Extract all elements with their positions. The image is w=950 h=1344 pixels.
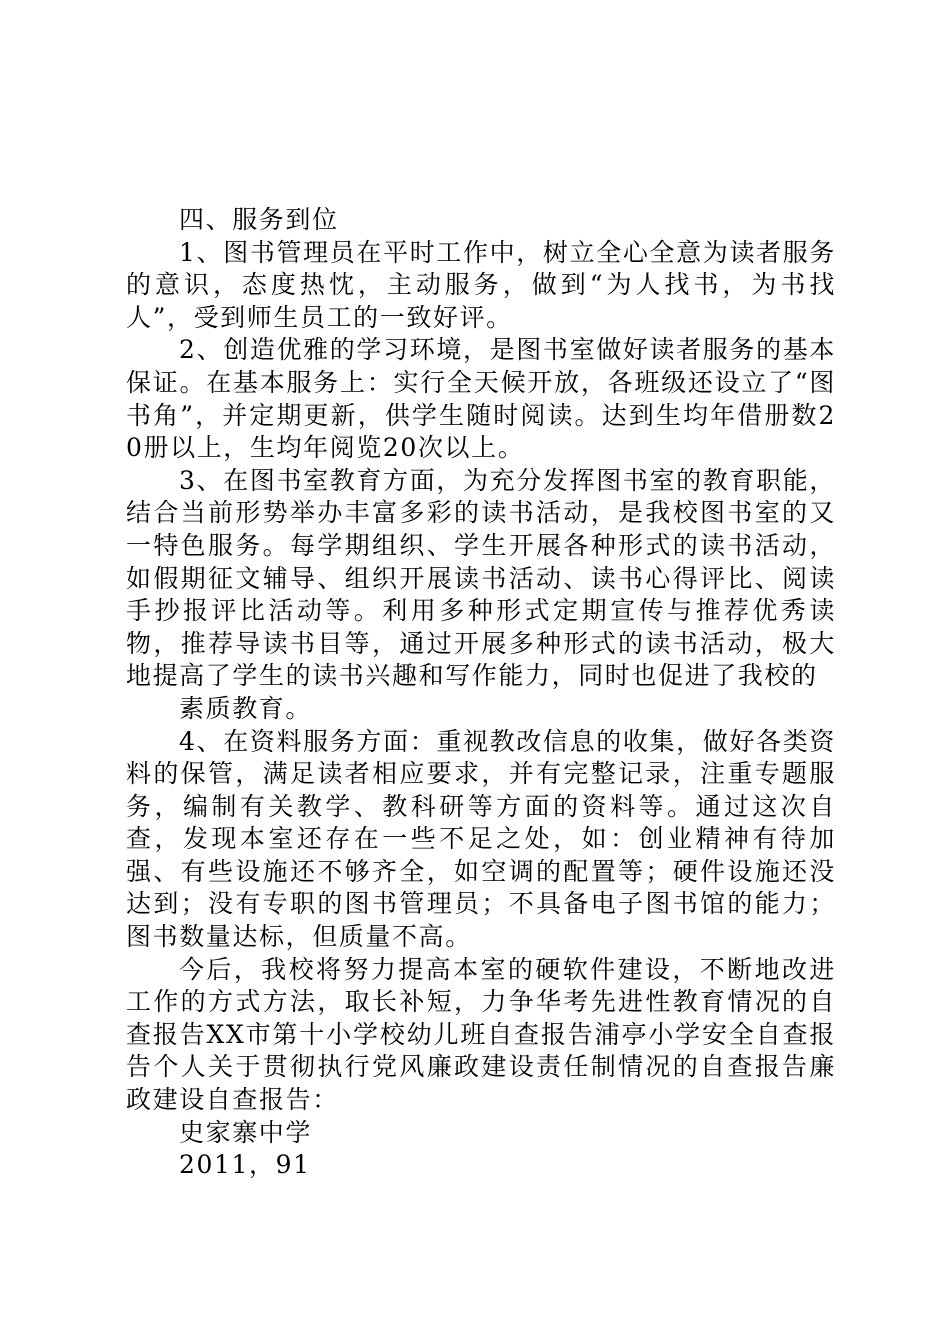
paragraph-1: 1、图书管理员在平时工作中，树立全心全意为读者服务的意识，态度热忱，主动服务，做到“为人找书，为书找人”，受到师生员工的一致好评。 (126, 237, 836, 332)
signature-date: 2011，91 (179, 1150, 311, 1180)
paragraph-3-continuation: 素质教育。 (179, 693, 313, 723)
paragraph-2: 2、创造优雅的学习环境，是图书室做好读者服务的基本保证。在基本服务上：实行全天候开放，各班级还设立了“图书角”，并定期更新，供学生随时阅读。达到生均年借册数20册以上，生均年阅览20次以上。 (126, 335, 836, 463)
paragraph-4: 4、在资料服务方面：重视教改信息的收集，做好各类资料的保管，满足读者相应要求，并有完整记录，注重专题服务，编制有关教学、教科研等方面的资料等。通过这次自查，发现本室还存在一些不足之处，如：创业精神有待加强、有些设施还不够齐全，如空调的配置等；硬件设施还没达到；没有专职的图书管理员；不具备电子图书馆的能力；图书数量达标，但质量不高。 (126, 726, 836, 952)
section-heading: 四、服务到位 (179, 205, 339, 234)
document-body (126, 204, 836, 1182)
paragraph-5: 今后，我校将努力提高本室的硬软件建设，不断地改进工作的方式方法，取长补短，力争华考先进性教育情况的自查报告XX市第十小学校幼儿班自查报告浦亭小学安全自查报告个人关于贯彻执行党风廉政建设责任制情况的自查报告廉政建设自查报告： (126, 954, 836, 1115)
paragraph-3: 3、在图书室教育方面，为充分发挥图书室的教育职能，结合当前形势举办丰富多彩的读书活动，是我校图书室的又一特色服务。每学期组织、学生开展各种形式的读书活动，如假期征文辅导、组织开展读书活动、读书心得评比、阅读手抄报评比活动等。利用多种形式定期宣传与推荐优秀读物，推荐导读书目等，通过开展多种形式的读书活动，极大地提高了学生的读书兴趣和写作能力，同时也促进了我校的 (126, 465, 836, 691)
signature-school: 史家寨中学 (179, 1117, 313, 1147)
